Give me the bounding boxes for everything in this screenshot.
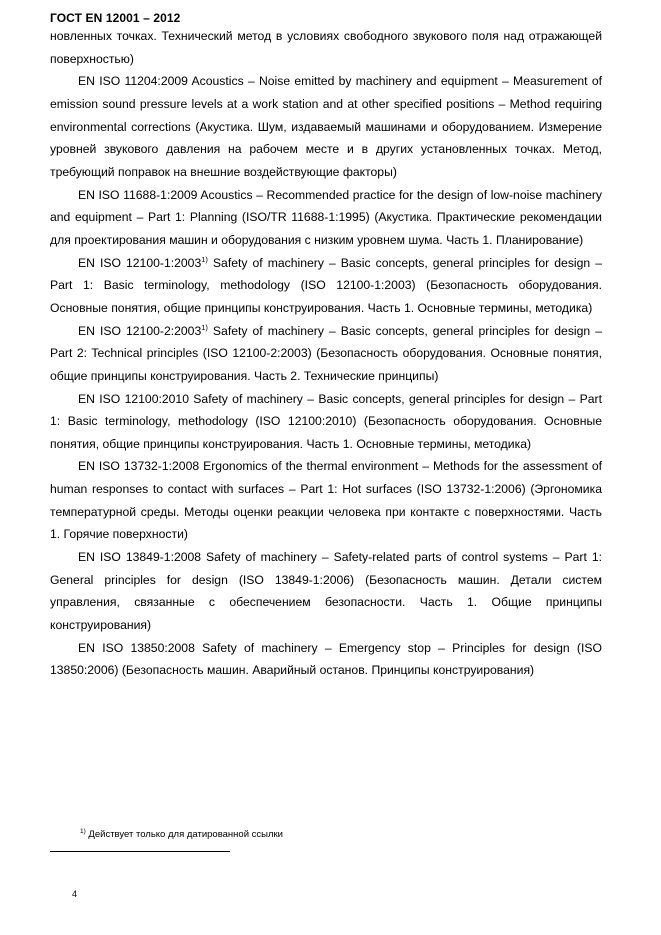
reference-text-rest: Safety of machinery – Basic concepts, general principles for design – Part 1: Basic terminology, methodology (ISO 12100-1:2003) (Безопасность оборудования. Основные понятия, общие принципы конструирования. Часть 1. Основные термины, методика) [50, 255, 602, 315]
reference-paragraph [50, 455, 602, 546]
reference-paragraph [50, 25, 602, 70]
footnote [80, 829, 283, 840]
reference-text: EN ISO 12100-2:2003 [78, 323, 202, 338]
reference-text: новленных точках. Технический метод в условиях свободного звукового поля над отражающей поверхностью) [50, 29, 602, 66]
reference-text: EN ISO 13849-1:2008 Safety of machinery – Safety-related parts of control systems – Part 1: General principles for design (ISO 13849-1:2006) (Безопасность машин. Детали систем управления, связанные с обеспечением безопасности. Часть 1. Общие принципы конструирования) [50, 550, 602, 633]
reference-text: EN ISO 13732-1:2008 Ergonomics of the thermal environment – Methods for the assessment of human responses to contact with surfaces – Part 1: Hot surfaces (ISO 13732-1:2006) (Эргономика температурной среды. Методы оценки реакции человека при контакте с поверхностями. Часть 1. Горячие поверхности) [50, 459, 602, 542]
reference-text: EN ISO 13850:2008 Safety of machinery – Emergency stop – Principles for design (ISO 13850:2006) (Безопасность машин. Аварийный останов. Принципы конструирования) [50, 640, 602, 678]
reference-paragraph [50, 252, 602, 320]
reference-paragraph [50, 388, 602, 456]
footnote-divider [50, 851, 230, 852]
reference-text: EN ISO 11204:2009 Acoustics – Noise emitted by machinery and equipment – Measurement of emission sound pressure levels at a work station and at other specified positions – Method requiring environmental corrections (Акустика. Шум, издаваемый машинами и оборудованием. Измерение уровней звукового давления на рабочем месте и в других установленных точках. Метод, требующий поправок на внешние воздействующие факторы) [50, 74, 602, 179]
reference-list [50, 25, 602, 682]
reference-text-rest: Safety of machinery – Basic concepts, general principles for design – Part 2: Technical principles (ISO 12100-2:2003) (Безопасность оборудования. Основные понятия, общие принципы конструирования. Часть 2. Технические принципы) [50, 323, 602, 383]
reference-text: EN ISO 12100:2010 Safety of machinery – Basic concepts, general principles for design – Part 1: Basic terminology, methodology (ISO 12100:2010) (Безопасность оборудования. Основные понятия, общие принципы конструирования. Часть 1. Основные термины, методика) [50, 391, 602, 451]
reference-paragraph [50, 546, 602, 637]
reference-paragraph [50, 637, 602, 682]
reference-paragraph [50, 184, 602, 252]
reference-text: EN ISO 11688-1:2009 Acoustics – Recommended practice for the design of low-noise machinery and equipment – Part 1: Planning (ISO/TR 11688-1:1995) (Акустика. Практические рекомендации для проектирования машин и оборудования с низким уровнем шума. Часть 1. Планирование) [50, 187, 602, 247]
reference-text: EN ISO 12100-1:2003 [78, 255, 202, 270]
reference-paragraph [50, 70, 602, 183]
document-header: ГОСТ EN 12001 – 2012 [50, 11, 181, 25]
page-number: 4 [72, 889, 78, 899]
reference-paragraph [50, 320, 602, 388]
footnote-text: Действует только для датированной ссылки [85, 829, 283, 840]
footnote-marker: 1) [201, 254, 208, 264]
footnote-marker: 1) [80, 828, 86, 835]
footnote-marker: 1) [201, 322, 208, 332]
